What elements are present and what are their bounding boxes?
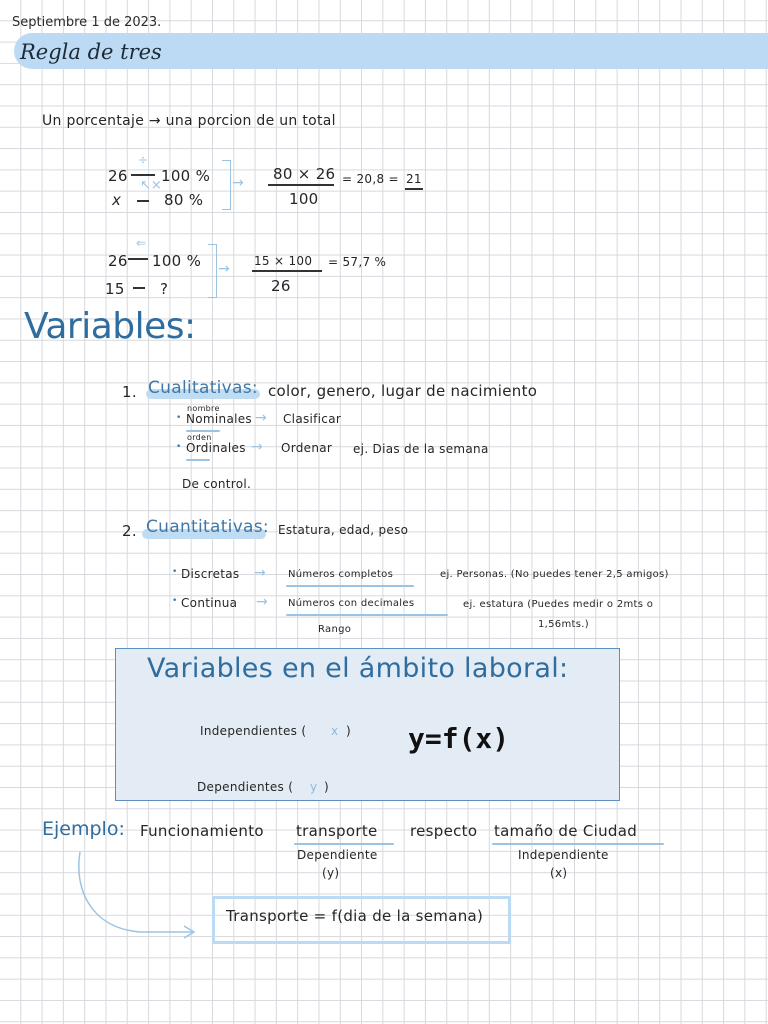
- ex1-result: = 20,8 =: [342, 172, 399, 186]
- ex1-cross-mark: ↖×: [140, 178, 162, 193]
- ex1-row2-left: x: [112, 191, 122, 209]
- continuous-underline: [286, 614, 448, 616]
- ex2-arrow-mark: ⇐: [136, 236, 147, 250]
- date-text: Septiembre 1 de 2023.: [12, 15, 162, 30]
- qualitative-number: 1.: [122, 383, 137, 401]
- ex1-rounded-underline: [405, 188, 423, 190]
- dependent-annotation-var: (y): [322, 866, 340, 880]
- ordinal-underline: [186, 459, 210, 461]
- function-formula: y=f(x): [408, 722, 510, 755]
- discrete-example: ej. Personas. (No puedes tener 2,5 amigos): [440, 569, 669, 580]
- example-transport: transporte: [296, 822, 378, 840]
- example-label: Ejemplo:: [42, 818, 125, 840]
- independent-label: Independientes (: [200, 724, 307, 738]
- continuous-bullet-icon: •: [172, 596, 178, 606]
- transport-underline: [294, 843, 394, 845]
- ex2-row1-left: 26: [108, 252, 128, 270]
- page-title: Regla de tres: [20, 40, 162, 64]
- ex1-dash-1: [131, 174, 155, 176]
- ex2-dash-1: [128, 258, 148, 260]
- ex1-bracket: [222, 160, 231, 210]
- continuous-arrow-icon: →: [256, 594, 268, 610]
- workplace-title: Variables en el ámbito laboral:: [147, 653, 569, 684]
- ex2-denominator: 26: [271, 277, 291, 295]
- discrete-label: Discretas: [181, 567, 240, 581]
- control-variables: De control.: [182, 477, 252, 491]
- ex1-row2-right: 80 %: [164, 191, 204, 209]
- nominal-action: Clasificar: [283, 412, 342, 426]
- example-text-1: Funcionamiento: [140, 822, 264, 840]
- ex1-numerator: 80 × 26: [273, 165, 336, 183]
- dependent-label: Dependientes (: [197, 780, 294, 794]
- example-city: tamaño de Ciudad: [494, 822, 638, 840]
- nominal-bullet-icon: •: [176, 413, 182, 423]
- discrete-bullet-icon: •: [172, 567, 178, 577]
- quantitative-description: Estatura, edad, peso: [278, 523, 409, 537]
- range-label: Rango: [318, 624, 352, 635]
- nominal-hint: nombre: [187, 404, 220, 413]
- ex2-arrow: →: [218, 261, 230, 277]
- ex1-divide-mark: ÷: [138, 153, 149, 167]
- final-formula: Transporte = f(dia de la semana): [226, 907, 484, 925]
- independent-var: x: [331, 724, 339, 738]
- ex2-bracket: [208, 244, 217, 298]
- continuous-label: Continua: [181, 596, 238, 610]
- ex2-result: = 57,7 %: [328, 255, 387, 269]
- quantitative-title: Cuantitativas:: [146, 517, 269, 537]
- independent-annotation: Independiente: [518, 848, 609, 862]
- dependent-var: y: [310, 780, 318, 794]
- discrete-description: Números completos: [288, 569, 394, 580]
- ex1-row1-left: 26: [108, 167, 128, 185]
- continuous-example: ej. estatura (Puedes medir o 2mts o: [463, 599, 654, 610]
- ex2-row2-right: ?: [160, 280, 169, 298]
- ex1-dash-2: [137, 200, 149, 202]
- dependent-close: ): [324, 780, 329, 794]
- nominal-arrow-icon: →: [255, 410, 267, 426]
- variables-title: Variables:: [24, 306, 196, 347]
- ex1-arrow: →: [232, 175, 244, 191]
- ex2-numerator: 15 × 100: [254, 254, 313, 268]
- ex2-row2-left: 15: [105, 280, 125, 298]
- ex2-fraction-line: [252, 270, 322, 272]
- ex1-fraction-line: [268, 184, 334, 186]
- ordinal-bullet-icon: •: [176, 442, 182, 452]
- ex1-denominator: 100: [289, 190, 319, 208]
- ordinal-action: Ordenar: [281, 441, 333, 455]
- ex1-row1-right: 100 %: [161, 167, 211, 185]
- independent-close: ): [346, 724, 351, 738]
- quantitative-number: 2.: [122, 522, 137, 540]
- discrete-arrow-icon: →: [254, 565, 266, 581]
- ex1-rounded: 21: [406, 172, 422, 186]
- curved-arrow-icon: [70, 848, 200, 940]
- dependent-annotation: Dependiente: [297, 848, 378, 862]
- nominal-label: Nominales: [186, 412, 252, 426]
- nominal-underline: [186, 430, 220, 432]
- city-underline: [492, 843, 664, 845]
- ordinal-hint: orden: [187, 433, 212, 442]
- ex2-row1-right: 100 %: [152, 252, 202, 270]
- ordinal-arrow-icon: →: [251, 439, 263, 455]
- ordinal-example: ej. Dias de la semana: [353, 442, 489, 456]
- continuous-example-2: 1,56mts.): [538, 619, 589, 630]
- ex2-dash-2: [133, 287, 145, 289]
- qualitative-title: Cualitativas:: [148, 378, 258, 398]
- qualitative-description: color, genero, lugar de nacimiento: [268, 382, 538, 400]
- discrete-underline: [286, 585, 414, 587]
- example-text-2: respecto: [410, 822, 478, 840]
- continuous-description: Números con decimales: [288, 598, 415, 609]
- ordinal-label: Ordinales: [186, 441, 246, 455]
- percentage-definition: Un porcentaje → una porcion de un total: [42, 113, 336, 129]
- independent-annotation-var: (x): [550, 866, 568, 880]
